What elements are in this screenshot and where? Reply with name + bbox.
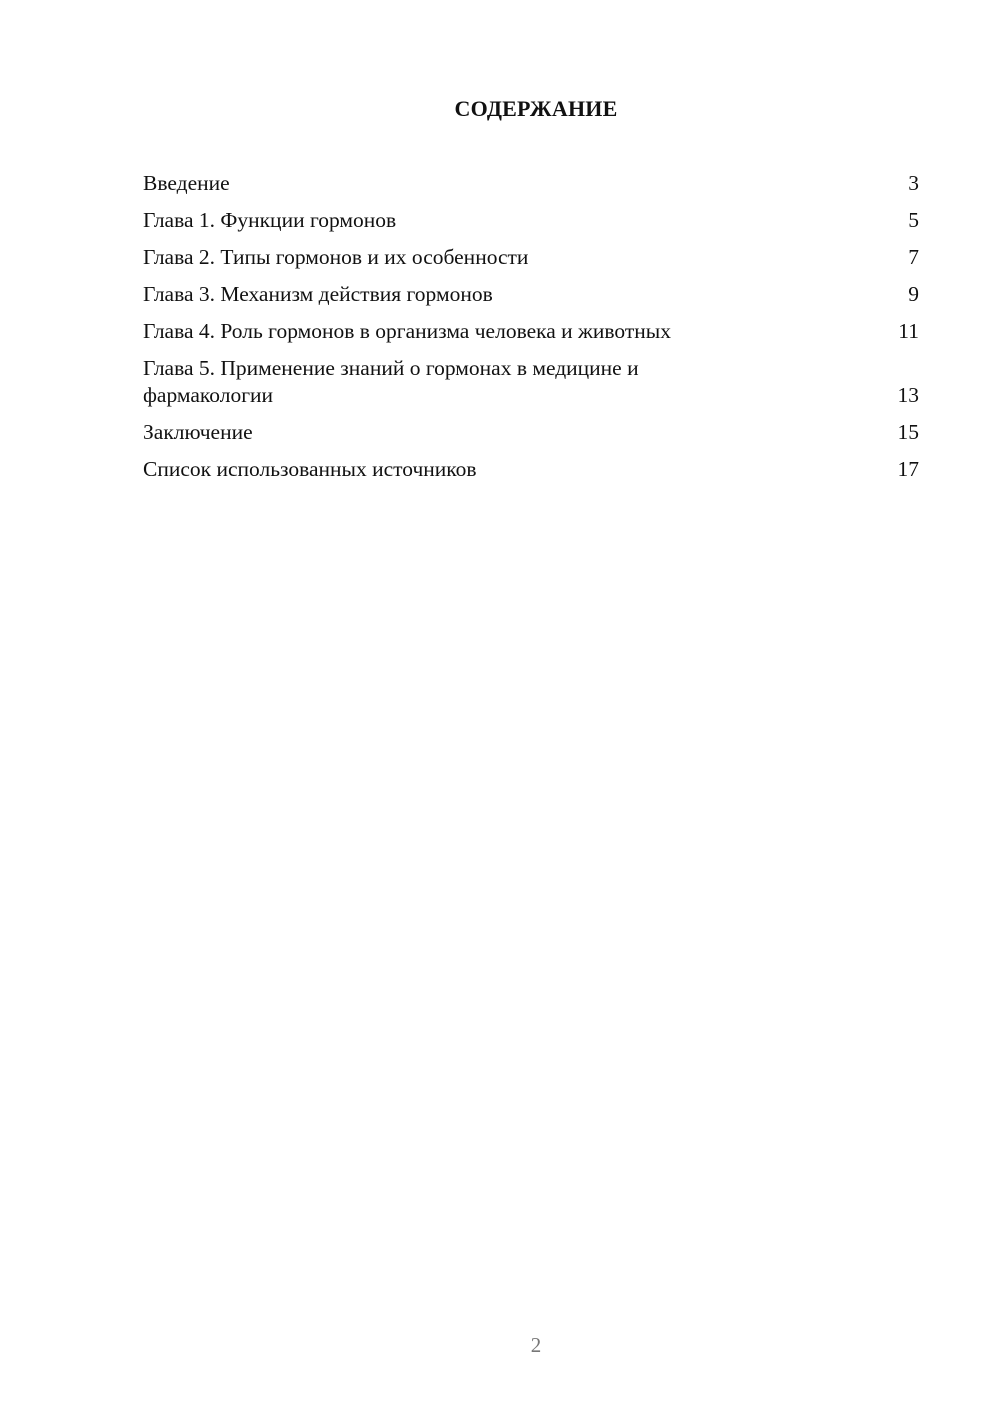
toc-entry-page: 9: [908, 282, 919, 306]
toc-entry-label: Глава 1. Функции гормонов: [143, 208, 397, 232]
toc-entry-label: Список использованных источников: [143, 457, 477, 481]
toc-heading: СОДЕРЖАНИЕ: [454, 96, 618, 121]
toc-entry-page: 7: [908, 245, 919, 269]
toc-entry-page: 15: [897, 420, 919, 444]
toc-entry-introduction[interactable]: [143, 170, 919, 197]
table-of-contents: [143, 170, 919, 493]
toc-entry-chapter-3[interactable]: [143, 281, 919, 308]
toc-entry-page: 17: [897, 457, 919, 481]
toc-entry-label: Глава 3. Механизм действия гормонов: [143, 282, 493, 306]
toc-entry-page: 13: [897, 383, 919, 407]
toc-entry-chapter-2[interactable]: [143, 244, 919, 271]
page-number: 2: [530, 1333, 542, 1357]
toc-entry-page: 5: [908, 208, 919, 232]
toc-entry-label: Введение: [143, 171, 230, 195]
toc-entry-chapter-4[interactable]: [143, 318, 919, 345]
toc-entry-conclusion[interactable]: [143, 419, 919, 446]
toc-entry-chapter-1[interactable]: [143, 207, 919, 234]
toc-entry-page: 11: [898, 319, 919, 343]
toc-entry-label: Глава 5. Применение знаний о гормонах в медицине и фармакологии: [143, 356, 639, 407]
toc-entry-label: Глава 2. Типы гормонов и их особенности: [143, 245, 529, 269]
toc-entry-label: Глава 4. Роль гормонов в организма человека и животных: [143, 319, 671, 343]
toc-entry-chapter-5[interactable]: [143, 355, 919, 409]
toc-entry-page: 3: [908, 171, 919, 195]
toc-entry-label: Заключение: [143, 420, 253, 444]
toc-entry-references[interactable]: [143, 456, 919, 483]
